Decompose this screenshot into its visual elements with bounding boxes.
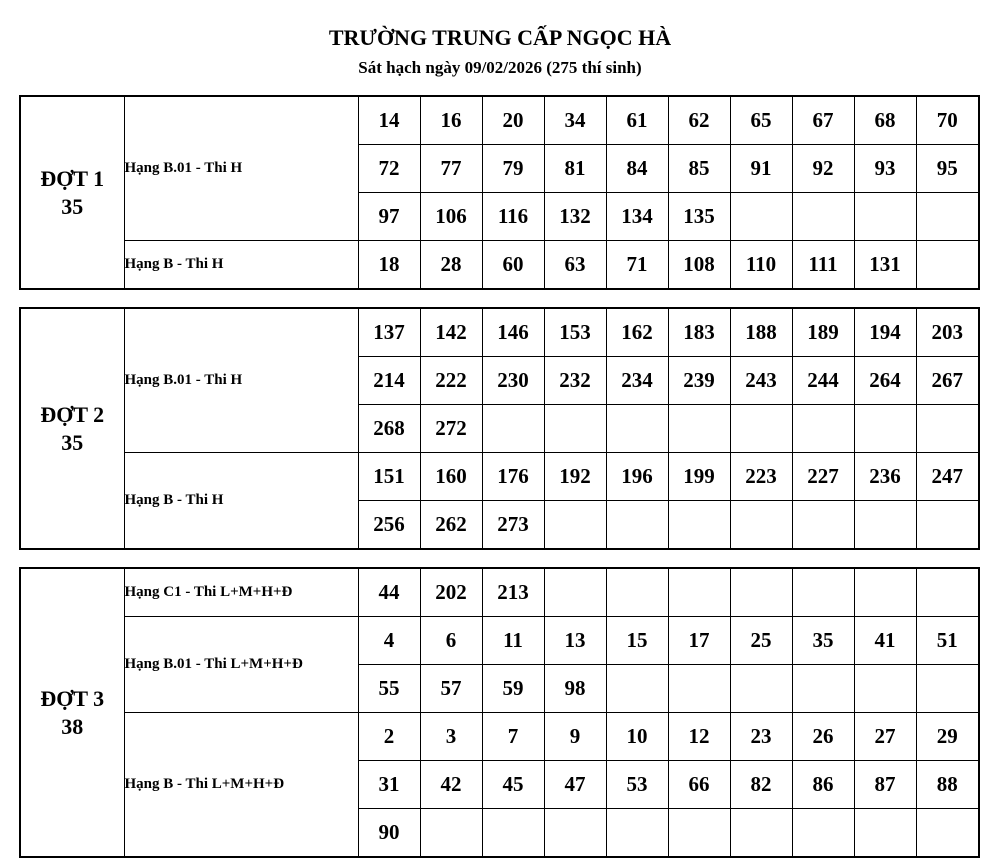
candidate-number — [482, 809, 544, 858]
candidate-number: 234 — [606, 357, 668, 405]
candidate-number: 79 — [482, 145, 544, 193]
candidate-number — [606, 809, 668, 858]
session-table-3 — [19, 567, 980, 858]
session-label — [20, 568, 124, 857]
candidate-number: 14 — [358, 96, 420, 145]
candidate-number: 3 — [420, 713, 482, 761]
candidate-number — [668, 665, 730, 713]
page-title: TRƯỜNG TRUNG CẤP NGỌC HÀ — [328, 25, 672, 50]
candidate-number: 42 — [420, 761, 482, 809]
candidate-number: 68 — [854, 96, 916, 145]
candidate-number: 98 — [544, 665, 606, 713]
candidate-number — [544, 568, 606, 617]
session-count: 35 — [61, 429, 84, 455]
candidate-number — [854, 501, 916, 550]
candidate-number: 87 — [854, 761, 916, 809]
candidate-number: 4 — [358, 617, 420, 665]
candidate-number: 196 — [606, 453, 668, 501]
candidate-number: 151 — [358, 453, 420, 501]
candidate-number: 203 — [916, 308, 979, 357]
candidate-number: 6 — [420, 617, 482, 665]
candidate-number: 44 — [358, 568, 420, 617]
candidate-number: 213 — [482, 568, 544, 617]
candidate-number: 106 — [420, 193, 482, 241]
candidate-number: 244 — [792, 357, 854, 405]
candidate-number — [730, 568, 792, 617]
table-row — [20, 308, 979, 357]
candidate-number: 202 — [420, 568, 482, 617]
candidate-number — [420, 809, 482, 858]
candidate-number: 66 — [668, 761, 730, 809]
candidate-number: 59 — [482, 665, 544, 713]
candidate-number: 71 — [606, 241, 668, 290]
candidate-number — [792, 193, 854, 241]
candidate-number: 108 — [668, 241, 730, 290]
candidate-number: 95 — [916, 145, 979, 193]
candidate-number — [792, 568, 854, 617]
candidate-number: 194 — [854, 308, 916, 357]
candidate-number: 53 — [606, 761, 668, 809]
candidate-number: 192 — [544, 453, 606, 501]
candidate-number — [606, 568, 668, 617]
candidate-number — [792, 501, 854, 550]
candidate-number: 9 — [544, 713, 606, 761]
candidate-number: 20 — [482, 96, 544, 145]
session-table-2 — [19, 307, 980, 550]
candidate-number: 45 — [482, 761, 544, 809]
candidate-number — [854, 665, 916, 713]
candidate-number: 82 — [730, 761, 792, 809]
candidate-number: 35 — [792, 617, 854, 665]
candidate-number: 111 — [792, 241, 854, 290]
candidate-number — [916, 809, 979, 858]
candidate-number: 256 — [358, 501, 420, 550]
candidate-number: 116 — [482, 193, 544, 241]
candidate-number: 272 — [420, 405, 482, 453]
candidate-number: 27 — [854, 713, 916, 761]
candidate-number: 267 — [916, 357, 979, 405]
candidate-number — [854, 193, 916, 241]
candidate-number: 17 — [668, 617, 730, 665]
candidate-number: 262 — [420, 501, 482, 550]
candidate-number: 7 — [482, 713, 544, 761]
candidate-number: 70 — [916, 96, 979, 145]
candidate-number — [854, 809, 916, 858]
candidate-number — [606, 665, 668, 713]
candidate-number: 91 — [730, 145, 792, 193]
candidate-number: 264 — [854, 357, 916, 405]
candidate-number: 92 — [792, 145, 854, 193]
candidate-number: 61 — [606, 96, 668, 145]
candidate-number: 15 — [606, 617, 668, 665]
candidate-number: 84 — [606, 145, 668, 193]
candidate-number: 230 — [482, 357, 544, 405]
table-row — [20, 241, 979, 290]
candidate-number: 135 — [668, 193, 730, 241]
candidate-number: 236 — [854, 453, 916, 501]
candidate-number — [544, 405, 606, 453]
candidate-number: 23 — [730, 713, 792, 761]
session-name: ĐỢT 1 — [40, 165, 105, 191]
candidate-number: 12 — [668, 713, 730, 761]
candidate-number: 146 — [482, 308, 544, 357]
candidate-number: 137 — [358, 308, 420, 357]
candidate-number: 29 — [916, 713, 979, 761]
candidate-number — [606, 405, 668, 453]
candidate-number: 2 — [358, 713, 420, 761]
candidate-number: 239 — [668, 357, 730, 405]
candidate-number: 162 — [606, 308, 668, 357]
candidate-number: 232 — [544, 357, 606, 405]
candidate-number — [482, 405, 544, 453]
candidate-number — [916, 405, 979, 453]
candidate-number: 176 — [482, 453, 544, 501]
license-class-label: Hạng B - Thi L+M+H+Đ — [124, 713, 358, 858]
candidate-number — [854, 405, 916, 453]
candidate-number: 31 — [358, 761, 420, 809]
candidate-number: 28 — [420, 241, 482, 290]
candidate-number — [730, 405, 792, 453]
candidate-number: 11 — [482, 617, 544, 665]
session-name: ĐỢT 2 — [40, 401, 105, 427]
candidate-number: 25 — [730, 617, 792, 665]
candidate-number: 223 — [730, 453, 792, 501]
candidate-number: 110 — [730, 241, 792, 290]
candidate-number: 222 — [420, 357, 482, 405]
candidate-number — [730, 665, 792, 713]
candidate-number: 55 — [358, 665, 420, 713]
license-class-label: Hạng B.01 - Thi H — [124, 96, 358, 241]
session-table-1 — [19, 95, 980, 290]
candidate-number: 62 — [668, 96, 730, 145]
candidate-number: 188 — [730, 308, 792, 357]
candidate-number — [916, 241, 979, 290]
candidate-number: 142 — [420, 308, 482, 357]
candidate-number: 131 — [854, 241, 916, 290]
candidate-number: 10 — [606, 713, 668, 761]
candidate-number: 63 — [544, 241, 606, 290]
candidate-number: 13 — [544, 617, 606, 665]
candidate-number: 67 — [792, 96, 854, 145]
license-class-label: Hạng B.01 - Thi L+M+H+Đ — [124, 617, 358, 713]
candidate-number — [606, 501, 668, 550]
candidate-number — [792, 665, 854, 713]
candidate-number: 26 — [792, 713, 854, 761]
candidate-number: 132 — [544, 193, 606, 241]
candidate-number: 57 — [420, 665, 482, 713]
table-row — [20, 568, 979, 617]
candidate-number — [854, 568, 916, 617]
candidate-number: 77 — [420, 145, 482, 193]
candidate-number — [668, 809, 730, 858]
candidate-number: 86 — [792, 761, 854, 809]
candidate-number: 65 — [730, 96, 792, 145]
candidate-number: 90 — [358, 809, 420, 858]
candidate-number — [730, 193, 792, 241]
candidate-number: 47 — [544, 761, 606, 809]
candidate-number: 189 — [792, 308, 854, 357]
candidate-number: 41 — [854, 617, 916, 665]
table-row — [20, 453, 979, 501]
candidate-number: 72 — [358, 145, 420, 193]
candidate-number: 85 — [668, 145, 730, 193]
candidate-number: 60 — [482, 241, 544, 290]
candidate-number — [730, 501, 792, 550]
candidate-number — [916, 568, 979, 617]
candidate-number: 183 — [668, 308, 730, 357]
candidate-number — [544, 809, 606, 858]
license-class-label: Hạng B.01 - Thi H — [124, 308, 358, 453]
table-row — [20, 96, 979, 145]
candidate-number: 247 — [916, 453, 979, 501]
table-row — [20, 617, 979, 665]
candidate-number: 97 — [358, 193, 420, 241]
candidate-number: 88 — [916, 761, 979, 809]
license-class-label: Hạng C1 - Thi L+M+H+Đ — [124, 568, 358, 617]
candidate-number — [916, 501, 979, 550]
candidate-number — [916, 665, 979, 713]
candidate-number: 199 — [668, 453, 730, 501]
candidate-number — [544, 501, 606, 550]
candidate-number: 273 — [482, 501, 544, 550]
candidate-number: 153 — [544, 308, 606, 357]
candidate-number: 243 — [730, 357, 792, 405]
session-count: 35 — [61, 193, 84, 219]
candidate-number: 81 — [544, 145, 606, 193]
session-count: 38 — [61, 713, 84, 739]
candidate-number: 227 — [792, 453, 854, 501]
license-class-label: Hạng B - Thi H — [124, 241, 358, 290]
candidate-number: 34 — [544, 96, 606, 145]
candidate-number: 16 — [420, 96, 482, 145]
session-name: ĐỢT 3 — [40, 685, 105, 711]
candidate-number — [792, 809, 854, 858]
license-class-label: Hạng B - Thi H — [124, 453, 358, 550]
candidate-number: 160 — [420, 453, 482, 501]
candidate-number: 268 — [358, 405, 420, 453]
candidate-number — [668, 501, 730, 550]
candidate-number: 18 — [358, 241, 420, 290]
page-subtitle: Sát hạch ngày 09/02/2026 (275 thí sinh) — [358, 58, 642, 77]
candidate-number: 134 — [606, 193, 668, 241]
candidate-number — [668, 405, 730, 453]
session-label — [20, 96, 124, 289]
table-row — [20, 713, 979, 761]
candidate-number: 214 — [358, 357, 420, 405]
candidate-number: 51 — [916, 617, 979, 665]
candidate-number — [916, 193, 979, 241]
session-label — [20, 308, 124, 549]
candidate-number — [792, 405, 854, 453]
candidate-number — [730, 809, 792, 858]
candidate-number: 93 — [854, 145, 916, 193]
candidate-number — [668, 568, 730, 617]
